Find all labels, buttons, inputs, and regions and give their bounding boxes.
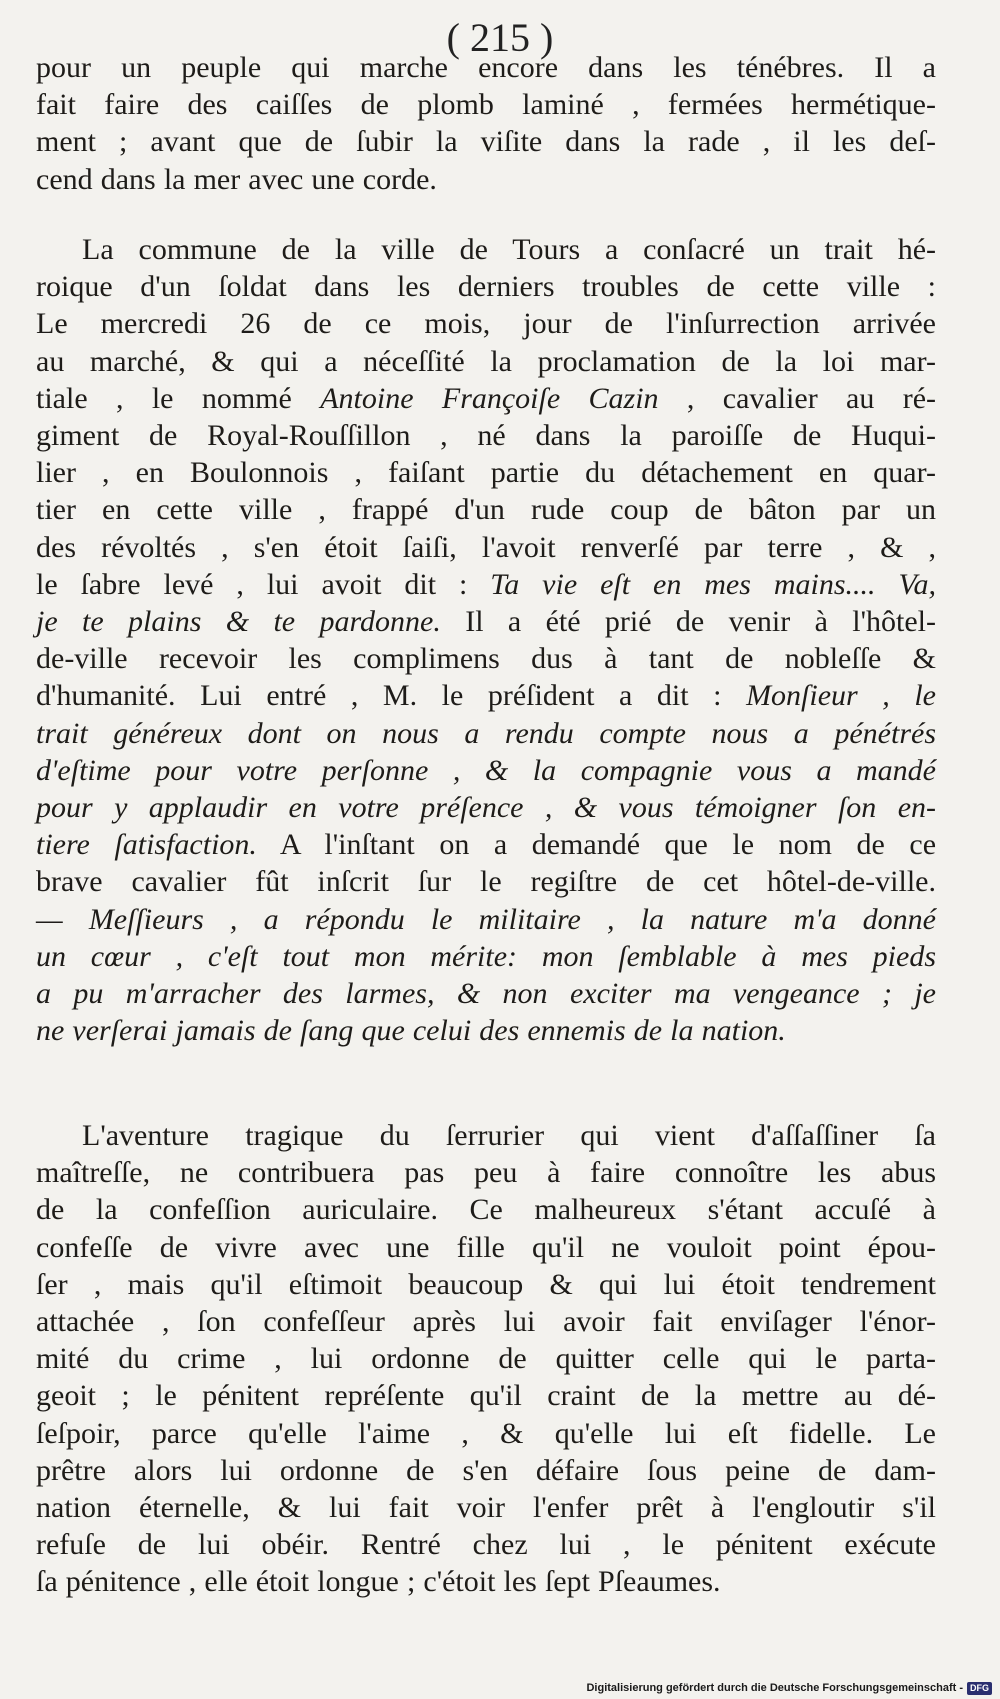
text-span: ment ; avant que de ſubir la viſite dans la rade , il les deſ- [36, 125, 936, 159]
page-number: ( 215 ) [446, 15, 554, 60]
text-span: ſa pénitence , elle étoit longue ; c'étoit les ſept Pſeaumes. [36, 1565, 721, 1599]
text-span: ſer , mais qu'il eſtimoit beaucoup & qui lui étoit tendrement [36, 1267, 936, 1301]
text-span: refuſe de lui obéir. Rentré chez lui , le pénitent exécute [36, 1528, 936, 1562]
text-line [36, 1490, 936, 1526]
text-line [36, 790, 936, 826]
text-span: , cavalier au ré- [658, 381, 936, 415]
text-span: prêtre alors lui ordonne de s'en défaire ſous peine de dam- [36, 1453, 936, 1487]
text-span: confeſſe de vivre avec une fille qu'il ne vouloit point épou- [36, 1230, 936, 1264]
italic-text: a pu m'arracher des larmes, & non exciter ma vengeance ; je [36, 977, 936, 1010]
text-line [36, 1341, 936, 1377]
text-span: pour un peuple qui marche encore dans les ténébres. Il a [36, 51, 936, 84]
text-span: Le mercredi 26 de ce mois, jour de l'inſurrection arrivée [36, 307, 936, 341]
italic-text: d'eſtime pour votre perſonne , & la compagnie vous a mandé [36, 753, 936, 787]
text-line [36, 976, 936, 1012]
text-span: maîtreſſe, ne contribuera pas peu à faire connoître les abus [36, 1156, 936, 1190]
text-line [36, 1230, 936, 1266]
text-line [36, 530, 936, 566]
text-line [82, 1118, 936, 1154]
text-line [36, 1527, 936, 1563]
text-line [36, 1416, 936, 1452]
text-line [36, 381, 936, 417]
text-span: le ſabre levé , lui avoit dit : [36, 567, 491, 601]
text-line [36, 864, 936, 900]
text-line [36, 1192, 936, 1228]
text-line [36, 344, 936, 380]
text-span: geoit ; le pénitent repréſente qu'il craint de la mettre au dé- [36, 1379, 936, 1413]
italic-text: trait généreux dont on nous a rendu compte nous a pénétrés [36, 716, 936, 750]
text-line [36, 1155, 936, 1191]
text-span: giment de Royal-Rouſſillon , né dans la paroiſſe de Huqui- [36, 419, 936, 452]
text-span: L'aventure tragique du ſerrurier qui vient d'aſſaſſiner ſa [82, 1119, 936, 1152]
italic-text: — Meſſieurs , a répondu le militaire , la nature m'a donné [36, 902, 936, 936]
text-line [36, 1013, 936, 1049]
italic-text: Monſieur , le [746, 679, 936, 713]
text-line [36, 87, 936, 123]
italic-text: Ta vie eſt en mes mains.... Va, [490, 567, 936, 601]
text-line [36, 902, 936, 938]
italic-text: un cœur , c'eſt tout mon mérite: mon ſemblable à mes pieds [36, 939, 936, 973]
text-line [36, 678, 936, 714]
text-line [36, 1267, 936, 1303]
text-span: d'humanité. Lui entré , M. le préſident a dit : [36, 679, 747, 713]
text-span: tier en cette ville , frappé d'un rude coup de bâton par un [36, 493, 936, 527]
text-span: ſeſpoir, parce qu'elle l'aime , & qu'elle lui eſt fidelle. Le [36, 1416, 936, 1450]
text-line [36, 1453, 936, 1489]
text-line [36, 604, 936, 640]
text-line [36, 1564, 936, 1600]
text-span: lier , en Boulonnois , faiſant partie du détachement en quar- [36, 456, 936, 490]
text-span: des révoltés , s'en étoit ſaiſi, l'avoit renverſé par terre , & , [36, 530, 936, 564]
italic-text: Antoine Françoiſe Cazin [320, 381, 659, 415]
text-span: au marché, & qui a néceſſité la proclamation de la loi mar- [36, 344, 936, 378]
text-span: fait faire des caiſſes de plomb laminé , fermées hermétique- [36, 88, 936, 122]
text-line [36, 306, 936, 342]
text-span: roique d'un ſoldat dans les derniers troubles de cette ville : [36, 270, 936, 304]
text-line [36, 269, 936, 305]
text-line [36, 1378, 936, 1414]
text-line [36, 418, 936, 454]
text-span: attachée , ſon confeſſeur après lui avoir fait enviſager l'énor- [36, 1305, 936, 1338]
text-line [36, 455, 936, 491]
text-line [36, 567, 936, 603]
digitization-credit [586, 1681, 992, 1695]
text-line [36, 492, 936, 528]
text-line [36, 162, 936, 198]
text-span: La commune de la ville de Tours a conſacré un trait hé- [82, 233, 936, 266]
credit-text: Digitalisierung gefördert durch die Deutsche Forschungsgemeinschaft - [586, 1682, 963, 1694]
text-span: de la confeſſion auriculaire. Ce malheureux s'étant accuſé à [36, 1193, 936, 1227]
text-line [36, 827, 936, 863]
text-span: brave cavalier fût inſcrit ſur le regiſtre de cet hôtel-de-ville. [36, 865, 936, 899]
text-line [36, 753, 936, 789]
text-line [36, 1304, 936, 1340]
text-span: cend dans la mer avec une corde. [36, 162, 437, 196]
italic-text: je te plains & te pardonne. [36, 605, 441, 638]
text-line [36, 124, 936, 160]
text-span: tiale , le nommé [36, 381, 321, 415]
text-span: Il a été prié de venir à l'hôtel- [440, 605, 936, 638]
text-line [36, 939, 936, 975]
text-span: A l'inſtant on a demandé que le nom de ce [256, 828, 937, 862]
text-line [82, 232, 936, 268]
italic-text: ne verſerai jamais de ſang que celui des ennemis de la nation. [36, 1014, 786, 1048]
italic-text: tiere ſatisfaction. [36, 828, 257, 862]
text-line [36, 641, 936, 677]
dfg-logo: DFG [967, 1682, 992, 1695]
text-span: de-ville recevoir les complimens dus à tant de nobleſſe & [36, 642, 936, 676]
text-span: nation éternelle, & lui fait voir l'enfer prêt à l'engloutir s'il [36, 1491, 936, 1524]
text-span: mité du crime , lui ordonne de quitter celle qui le parta- [36, 1342, 936, 1376]
text-line [36, 716, 936, 752]
italic-text: pour y applaudir en votre préſence , & vous témoigner ſon en- [36, 791, 936, 824]
text-line [36, 50, 936, 86]
